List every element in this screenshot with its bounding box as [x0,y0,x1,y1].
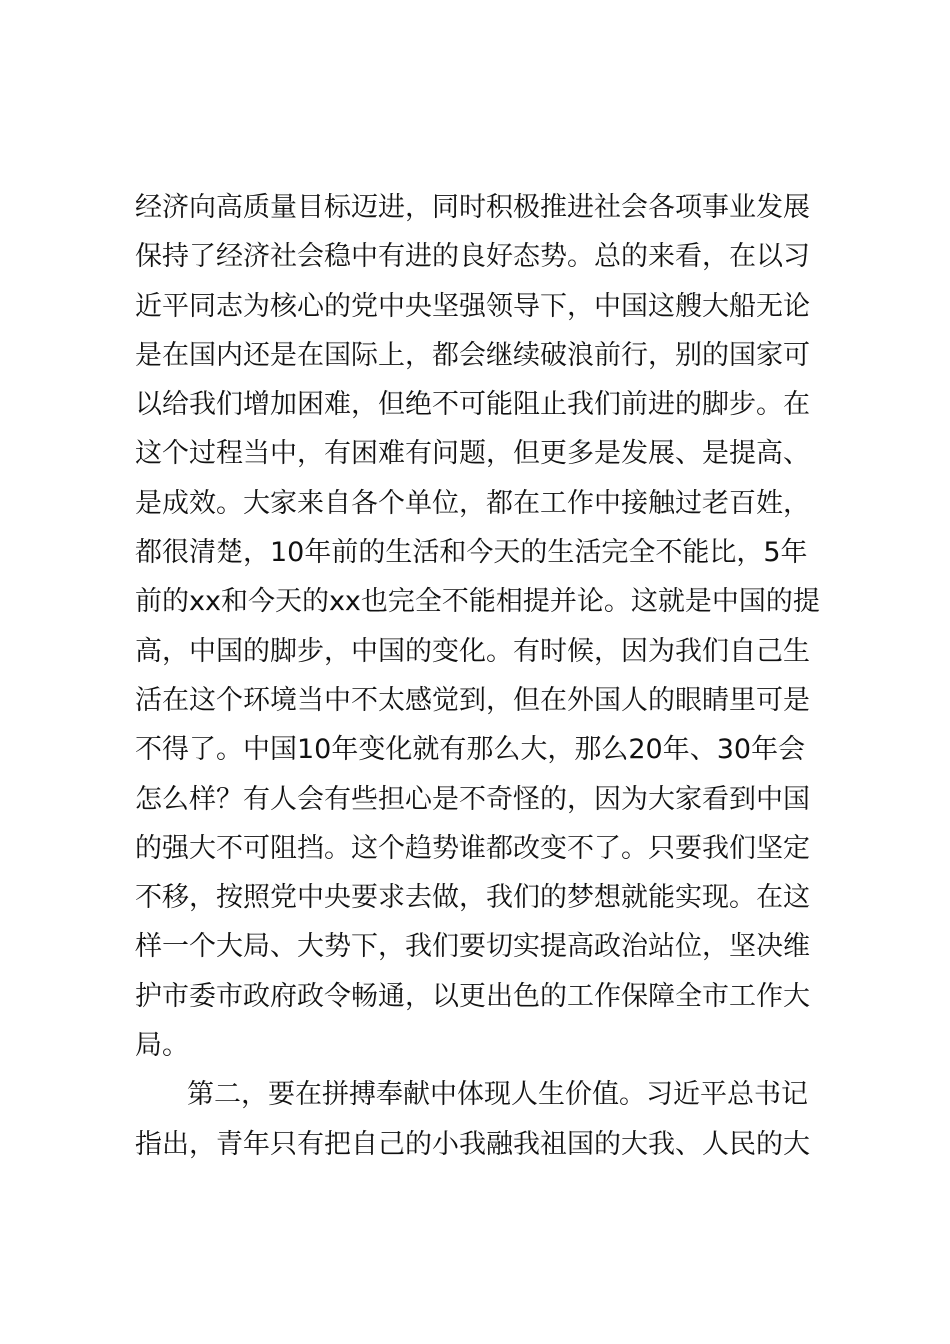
text-line: 都很清楚，10年前的生活和今天的生活完全不能比，5年 [135,537,808,569]
text-line: 这个过程当中，有困难有问题，但更多是发展、是提高、 [135,438,810,470]
text-line: 不得了。中国10年变化就有那么大，那么20年、30年会 [135,734,806,766]
text-line: 样一个大局、大势下，我们要切实提高政治站位，坚决维 [135,931,810,963]
text-line: 经济向高质量目标迈进，同时积极推进社会各项事业发展 [135,192,810,223]
text-line: 护市委市政府政令畅通，以更出色的工作保障全市工作大 [135,980,810,1012]
text-line: 近平同志为核心的党中央坚强领导下，中国这艘大船无论 [135,290,810,322]
text-line: 活在这个环境当中不太感觉到，但在外国人的眼睛里可是 [135,684,810,716]
text-line: 局。 [135,1030,189,1062]
text-line: 是在国内还是在国际上，都会继续破浪前行，别的国家可 [135,339,810,371]
text-line: 高，中国的脚步，中国的变化。有时候，因为我们自己生 [135,635,810,667]
text-line: 的强大不可阻挡。这个趋势谁都改变不了。只要我们坚定 [135,832,810,864]
text-line: 不移，按照党中央要求去做，我们的梦想就能实现。在这 [135,882,810,914]
text-line: 指出，青年只有把自己的小我融我祖国的大我、人民的大 [135,1128,810,1160]
text-line: 怎么样？有人会有些担心是不奇怪的，因为大家看到中国 [135,783,810,815]
body-text [135,183,845,1169]
text-line: 第二，要在拼搏奉献中体现人生价值。习近平总书记 [187,1079,808,1111]
paragraph-1 [135,183,845,1070]
text-line: 保持了经济社会稳中有进的良好态势。总的来看，在以习 [135,241,810,273]
text-line: 是成效。大家来自各个单位，都在工作中接触过老百姓， [135,487,810,519]
text-line: 前的xx和今天的xx也完全不能相提并论。这就是中国的提 [135,586,820,618]
paragraph-2 [135,1070,845,1169]
text-line: 以给我们增加困难，但绝不可能阻止我们前进的脚步。在 [135,389,810,421]
